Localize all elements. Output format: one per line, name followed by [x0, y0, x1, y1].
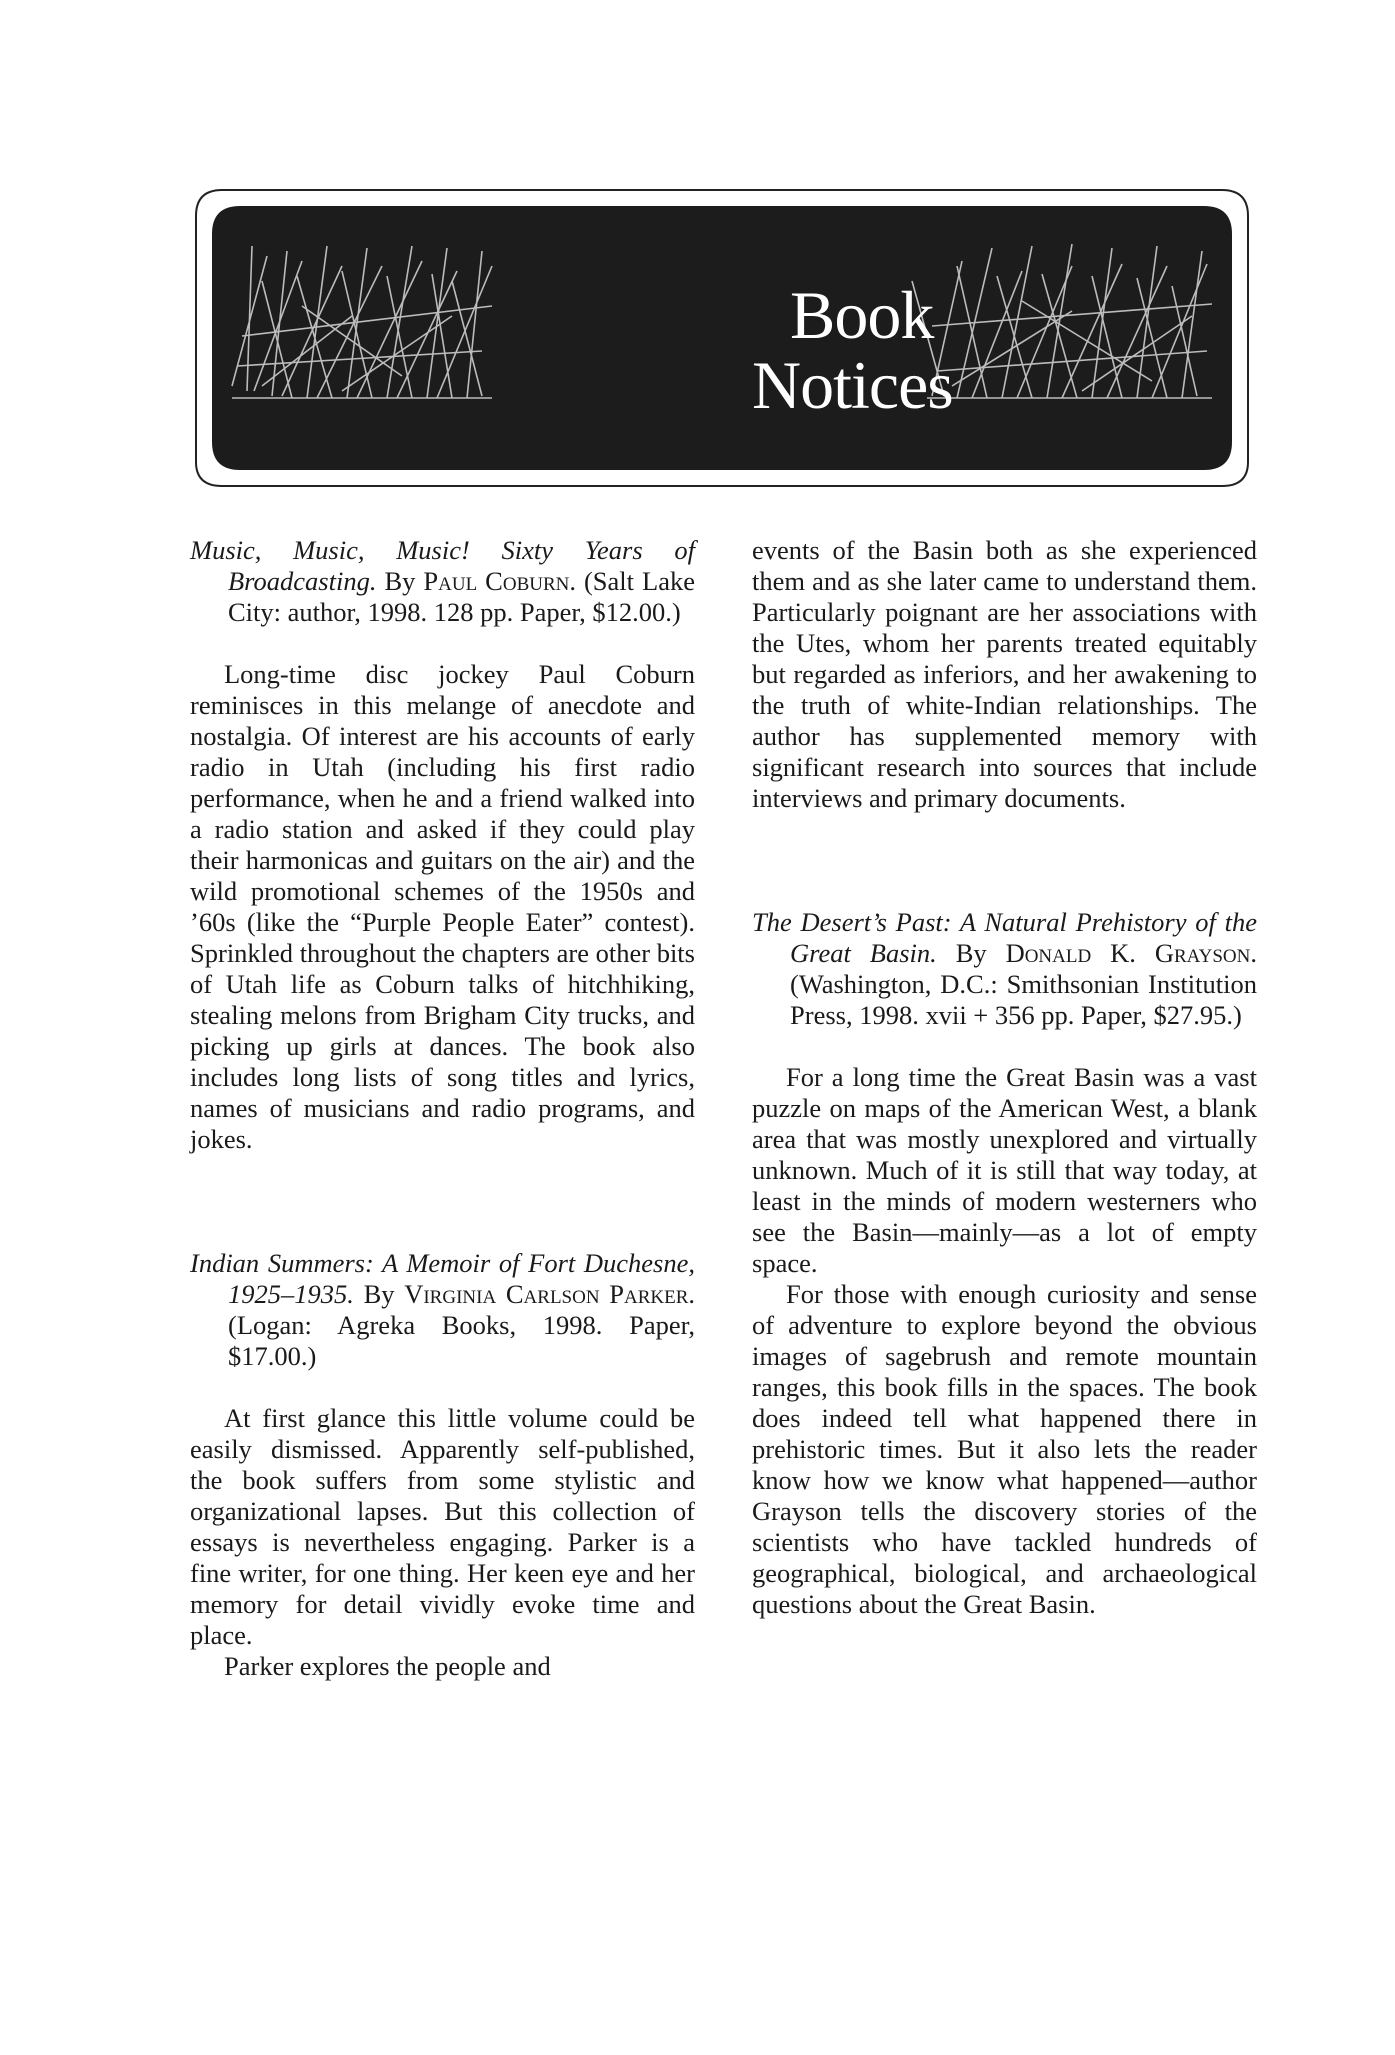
notice-paragraph-continued: events of the Basin both as she experienced them and as she later came to understand them. Particularly poignant are her associations with the Utes, whom her parents treated equitably but regarded as inferiors, and her awakening to the truth of white-Indian relationships. The author has supplemented memory with significant research into sources that include interviews and primary documents.	[752, 535, 1257, 813]
banner-frame	[192, 186, 1252, 490]
publication-info: . (Logan: Agreka Books, 1998. Paper, $17.00.)	[228, 1279, 696, 1371]
section-banner	[192, 186, 1252, 490]
by-label: By	[363, 1279, 395, 1309]
book-author: Donald K. Grayson	[1005, 938, 1251, 968]
book-author: Virginia Carlson Parker	[404, 1279, 689, 1309]
page-title	[752, 277, 1072, 423]
book-author: Paul Coburn	[423, 566, 570, 596]
right-column	[752, 535, 1257, 1620]
notice-heading	[190, 1248, 695, 1372]
by-label: By	[384, 566, 416, 596]
left-column	[190, 535, 695, 1682]
book-title: Indian Summers: A Memoir of Fort Duchesne, 1925–1935.	[190, 1248, 695, 1309]
publication-info: . (Salt Lake City: author, 1998. 128 pp. Paper, $12.00.)	[228, 566, 695, 627]
book-title: Music, Music, Music! Sixty Years of Broadcasting.	[190, 535, 695, 596]
notice-paragraph: At first glance this little volume could be easily dismissed. Apparently self-published, the book suffers from some stylistic and organizational lapses. But this collection of essays is nevertheless engaging. Parker is a fine writer, for one thing. Her keen eye and her memory for detail vividly evoke time and place.	[190, 1403, 695, 1650]
book-title: The Desert’s Past: A Natural Prehistory of the Great Basin.	[752, 907, 1257, 968]
notice-paragraph: For a long time the Great Basin was a vast puzzle on maps of the American West, a blank area that was mostly unexplored and virtually unknown. Much of it is still that way today, at least in the minds of modern westerners who see the Basin—mainly—as a lot of empty space.	[752, 1062, 1257, 1278]
title-line-2: Notices	[752, 347, 953, 423]
notice-heading	[752, 907, 1257, 1031]
notice-paragraph: For those with enough curiosity and sense of adventure to explore beyond the obvious images of sagebrush and remote mountain ranges, this book fills in the spaces. The book does indeed tell what happened there in prehistoric times. But it also lets the reader know how we know what happened—author Grayson tells the discovery stories of the scientists who have tackled hundreds of geographical, biological, and archaeological questions about the Great Basin.	[752, 1279, 1257, 1619]
notice-heading	[190, 535, 695, 628]
notice-paragraph: Long-time disc jockey Paul Coburn reminisces in this melange of anecdote and nostalgia. Of interest are his accounts of early radio in Utah (including his first radio performance, when he and a friend walked into a radio station and asked if they could play their harmonicas and guitars on the air) and the wild promotional schemes of the 1950s and ’60s (like the “Purple People Eater” contest). Sprinkled throughout the chapters are other bits of Utah life as Coburn talks of hitchhiking, stealing melons from Brigham City trucks, and picking up girls at dances. The book also includes long lists of song titles and lyrics, names of musicians and radio programs, and jokes.	[190, 659, 695, 1154]
title-line-1: Book	[790, 277, 934, 353]
by-label: By	[955, 938, 987, 968]
notice-paragraph: Parker explores the people and	[224, 1651, 551, 1681]
publication-info: . (Washington, D.C.: Smithsonian Institution Press, 1998. xvii + 356 pp. Paper, $27.95.)	[790, 938, 1257, 1030]
